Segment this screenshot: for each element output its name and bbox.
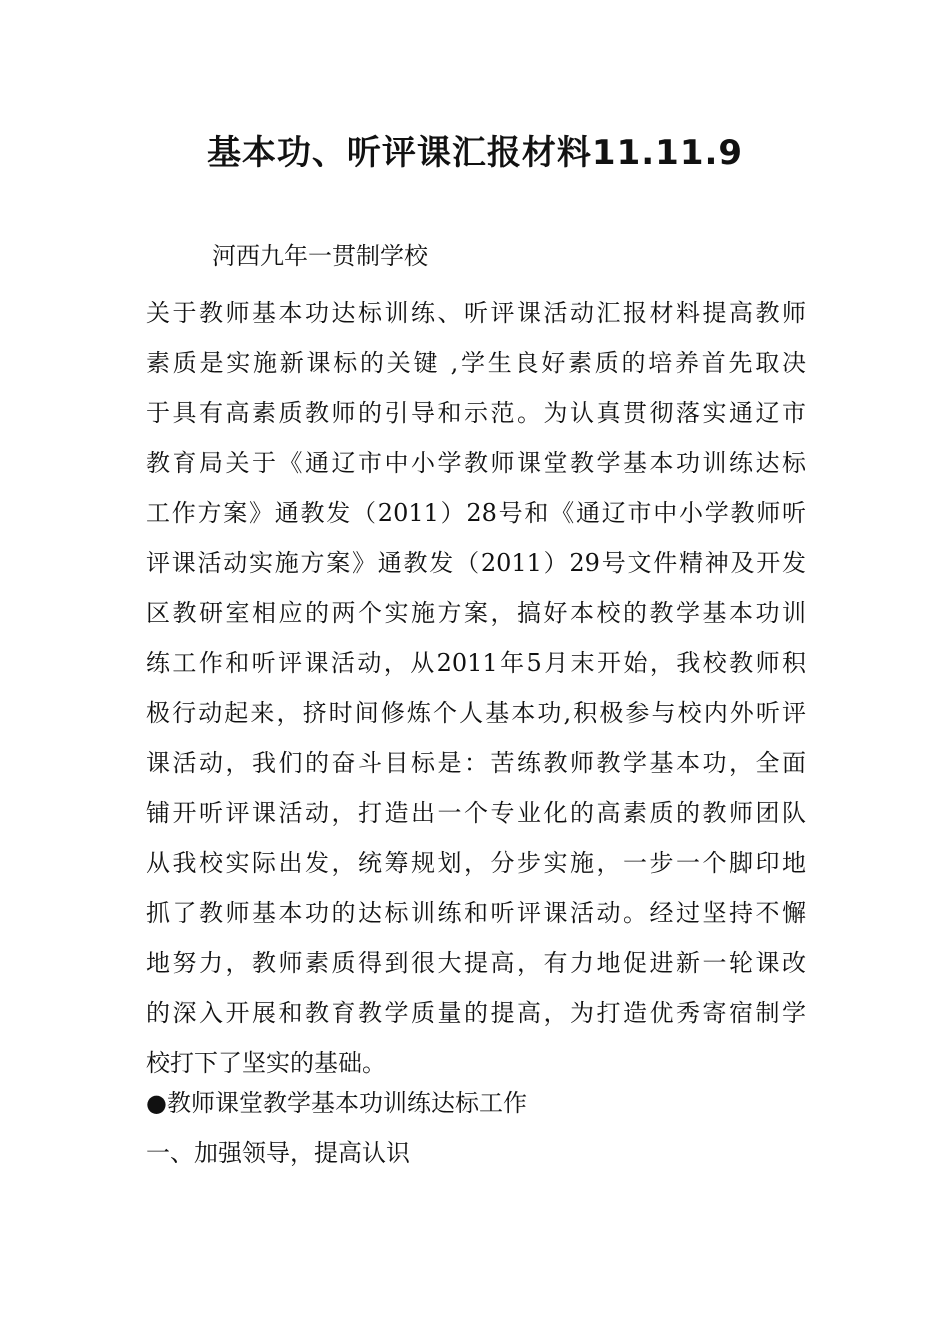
body-paragraph [146,288,806,1088]
body-line: 工作方案》通教发（2011）28号和《通辽市中小学教师听 [146,499,806,527]
body-line: 区教研室相应的两个实施方案，搞好本校的教学基本功训 [146,599,806,627]
body-line: 关于教师基本功达标训练、听评课活动汇报材料提高教师 [146,299,806,327]
body-line: 校打下了坚实的基础。 [146,1049,386,1077]
section-heading: ●教师课堂教学基本功训练达标工作 [146,1089,527,1117]
body-line: 素质是实施新课标的关键 ,学生良好素质的培养首先取决 [146,349,806,377]
body-line: 课活动，我们的奋斗目标是：苦练教师教学基本功，全面 [146,749,806,777]
body-line: 从我校实际出发，统筹规划，分步实施，一步一个脚印地 [146,849,806,877]
body-line: 地努力，教师素质得到很大提高，有力地促进新一轮课改 [146,949,806,977]
body-line: 于具有高素质教师的引导和示范。为认真贯彻落实通辽市 [146,399,806,427]
body-line: 抓了教师基本功的达标训练和听评课活动。经过坚持不懈 [146,899,806,927]
school-name: 河西九年一贯制学校 [212,242,428,270]
body-line: 教育局关于《通辽市中小学教师课堂教学基本功训练达标 [146,449,806,477]
body-line: 铺开听评课活动，打造出一个专业化的高素质的教师团队 [146,799,806,827]
body-line: 评课活动实施方案》通教发（2011）29号文件精神及开发 [146,549,806,577]
body-line: 的深入开展和教育教学质量的提高，为打造优秀寄宿制学 [146,999,806,1027]
body-line: 练工作和听评课活动，从2011年5月末开始，我校教师积 [146,649,806,677]
body-line: 极行动起来，挤时间修炼个人基本功,积极参与校内外听评 [146,699,806,727]
subsection-heading: 一、加强领导，提高认识 [146,1139,410,1167]
document-title: 基本功、听评课汇报材料11.11.9 [206,133,744,173]
